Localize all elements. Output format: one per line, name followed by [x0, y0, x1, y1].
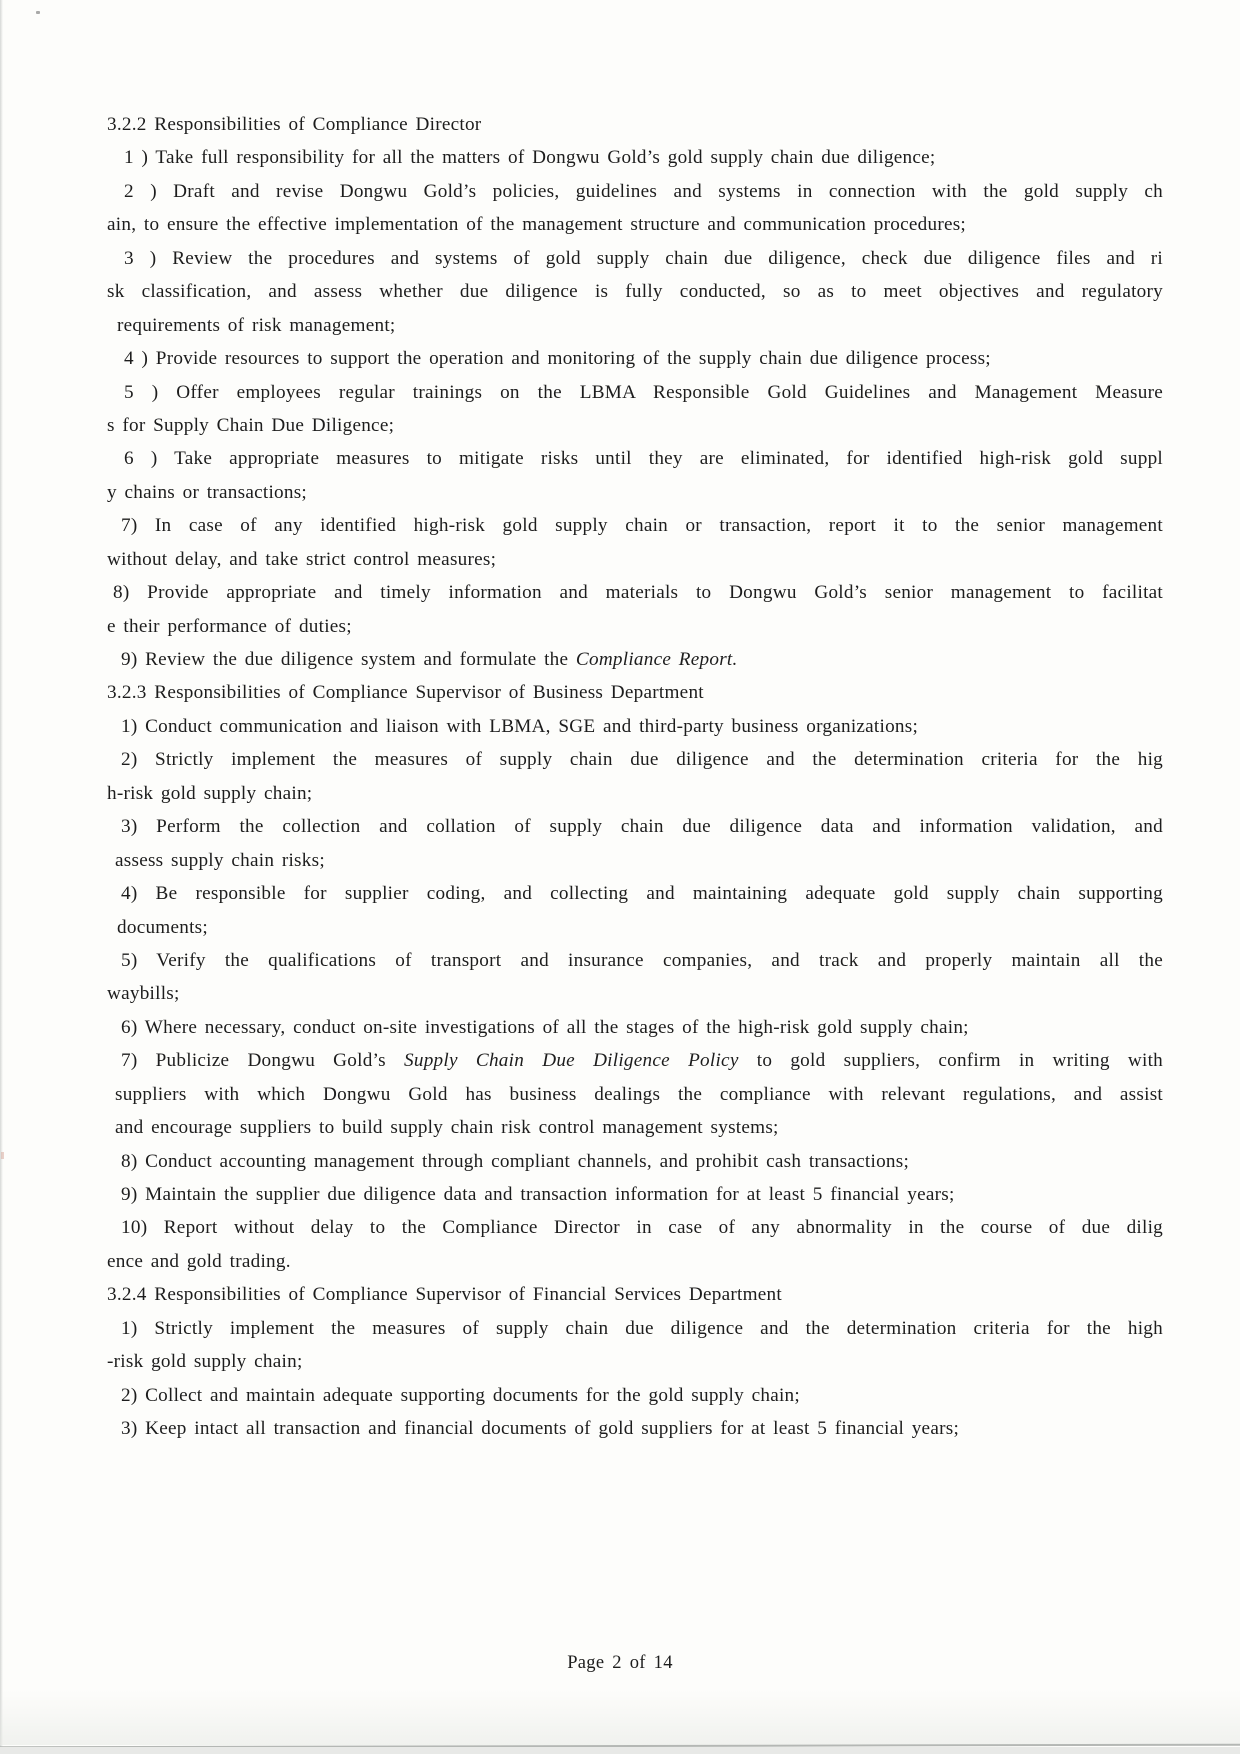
paragraph-line: [107, 777, 1163, 810]
text-run: h-risk gold supply chain;: [107, 782, 313, 804]
section-heading-line: [107, 676, 1163, 709]
paragraph-line: [107, 944, 1163, 977]
paragraph-line: [107, 409, 1163, 442]
text-run: y chains or transactions;: [107, 481, 308, 503]
paragraph-line: [107, 1312, 1163, 1345]
paragraph-line: [107, 208, 1163, 241]
text-run: 8) Conduct accounting management through compliant channels, and prohibit cash transactions;: [121, 1150, 910, 1172]
text-run: 2) Collect and maintain adequate supporting documents for the gold supply chain;: [121, 1384, 800, 1406]
text-run: 3.2.2 Responsibilities of Compliance Director: [107, 114, 482, 135]
text-run: and encourage suppliers to build supply chain risk control management systems;: [115, 1117, 779, 1139]
text-run: 3.2.4 Responsibilities of Compliance Supervisor of Financial Services Department: [107, 1284, 782, 1306]
text-run: 4 ) Provide resources to support the operation and monitoring of the supply chain due diligence process;: [124, 348, 991, 370]
paragraph-line: [107, 442, 1163, 475]
paragraph-line: [107, 1111, 1163, 1144]
italic-text-run: Supply Chain Due Diligence Policy: [404, 1050, 739, 1072]
text-run: 9) Maintain the supplier due diligence data and transaction information for at least 5 financial years;: [121, 1184, 955, 1205]
text-run: 2 ) Draft and revise Dongwu Gold’s policies, guidelines and systems in connection with the gold supply ch: [124, 180, 1163, 202]
text-run: 3) Perform the collection and collation of supply chain due diligence data and information validation, and: [121, 816, 1163, 838]
text-run: assess supply chain risks;: [115, 849, 325, 871]
text-run: sk classification, and assess whether due diligence is fully conducted, so as to meet objectives and regulatory: [107, 281, 1163, 303]
paragraph-line: [107, 844, 1163, 877]
text-run: 3 ) Review the procedures and systems of gold supply chain due diligence, check due diligence files and ri: [124, 247, 1163, 269]
scan-smudge-bottom: [0, 1690, 1240, 1745]
paragraph-line: [107, 743, 1163, 776]
text-run: 6 ) Take appropriate measures to mitigate risks until they are eliminated, for identified high-risk gold suppl: [124, 448, 1163, 470]
paragraph-line: [107, 977, 1163, 1010]
paragraph-line: [107, 342, 1163, 375]
text-run: 5) Verify the qualifications of transport and insurance companies, and track and properly maintain all the: [121, 949, 1163, 971]
text-run: 7) In case of any identified high-risk gold supply chain or transaction, report it to the senior management: [121, 515, 1163, 537]
text-run: 1) Conduct communication and liaison with LBMA, SGE and third-party business organizations;: [121, 715, 919, 737]
paragraph-line: [107, 242, 1163, 275]
paragraph-line: [107, 476, 1163, 509]
text-run: 1 ) Take full responsibility for all the matters of Dongwu Gold’s gold supply chain due diligence;: [124, 147, 936, 169]
paragraph-line: [107, 509, 1163, 542]
paragraph-line: [107, 1011, 1163, 1044]
scan-edge-bottom-band: [0, 1747, 1240, 1754]
text-run: without delay, and take strict control measures;: [107, 548, 497, 570]
paragraph-line: [107, 643, 1163, 676]
text-run: 4) Be responsible for supplier coding, and collecting and maintaining adequate gold supply chain supporting: [121, 883, 1163, 905]
text-run: s for Supply Chain Due Diligence;: [107, 414, 395, 436]
paragraph-line: [107, 1379, 1163, 1412]
paragraph-line: [107, 1211, 1163, 1244]
scan-artifact-dot: [36, 11, 40, 14]
text-run: suppliers with which Dongwu Gold has business dealings the compliance with relevant regulations, and assist: [115, 1083, 1163, 1105]
text-run: waybills;: [107, 983, 180, 1005]
paragraph-line: [107, 810, 1163, 843]
paragraph-line: [107, 710, 1163, 743]
paragraph-line: [107, 141, 1163, 174]
paragraph-line: [107, 1245, 1163, 1278]
text-run: 8) Provide appropriate and timely information and materials to Dongwu Gold’s senior management to facilitat: [113, 582, 1163, 604]
paragraph-line: [107, 576, 1163, 609]
page-footer: Page 2 of 14: [567, 1653, 673, 1673]
paragraph-line: [107, 543, 1163, 576]
text-run: to gold suppliers, confirm in writing with: [738, 1050, 1163, 1072]
paragraph-line: [107, 911, 1163, 944]
text-run: 9) Review the due diligence system and formulate the: [121, 649, 576, 670]
text-run: 2) Strictly implement the measures of supply chain due diligence and the determination criteria for the hig: [121, 749, 1163, 771]
paragraph-line: [107, 1412, 1163, 1445]
paragraph-line: [107, 1078, 1163, 1111]
paragraph-line: [107, 1178, 1163, 1211]
scan-edge-left: [0, 0, 3, 1754]
document-text-body: [107, 108, 1163, 1446]
paragraph-line: [107, 610, 1163, 643]
text-run: 5 ) Offer employees regular trainings on the LBMA Responsible Gold Guidelines and Management Measure: [124, 381, 1163, 403]
text-run: 3.2.3 Responsibilities of Compliance Supervisor of Business Department: [107, 682, 704, 704]
paragraph-line: [107, 1145, 1163, 1178]
text-run: 1) Strictly implement the measures of supply chain due diligence and the determination criteria for the high: [121, 1317, 1163, 1339]
section-heading-line: [107, 1278, 1163, 1311]
text-run: documents;: [117, 916, 208, 938]
paragraph-line: [107, 1345, 1163, 1378]
paragraph-line: [107, 1044, 1163, 1077]
italic-text-run: Compliance Report.: [575, 649, 738, 670]
text-run: 10) Report without delay to the Compliance Director in case of any abnormality in the course of due dilig: [121, 1217, 1163, 1239]
paragraph-line: [107, 175, 1163, 208]
text-run: requirements of risk management;: [117, 314, 396, 336]
text-run: ence and gold trading.: [107, 1250, 291, 1272]
scan-artifact-speck: [1, 1152, 4, 1159]
text-run: 7) Publicize Dongwu Gold’s: [121, 1050, 405, 1072]
paragraph-line: [107, 309, 1163, 342]
text-run: 3) Keep intact all transaction and financial documents of gold suppliers for at least 5 financial years;: [121, 1418, 960, 1440]
text-run: e their performance of duties;: [107, 615, 352, 637]
paragraph-line: [107, 275, 1163, 308]
text-run: -risk gold supply chain;: [107, 1351, 303, 1373]
section-heading-line: [107, 108, 1163, 141]
paragraph-line: [107, 877, 1163, 910]
text-run: 6) Where necessary, conduct on-site investigations of all the stages of the high-risk gold supply chain;: [121, 1016, 969, 1038]
paragraph-line: [107, 376, 1163, 409]
text-run: ain, to ensure the effective implementation of the management structure and communication procedures;: [107, 214, 967, 236]
